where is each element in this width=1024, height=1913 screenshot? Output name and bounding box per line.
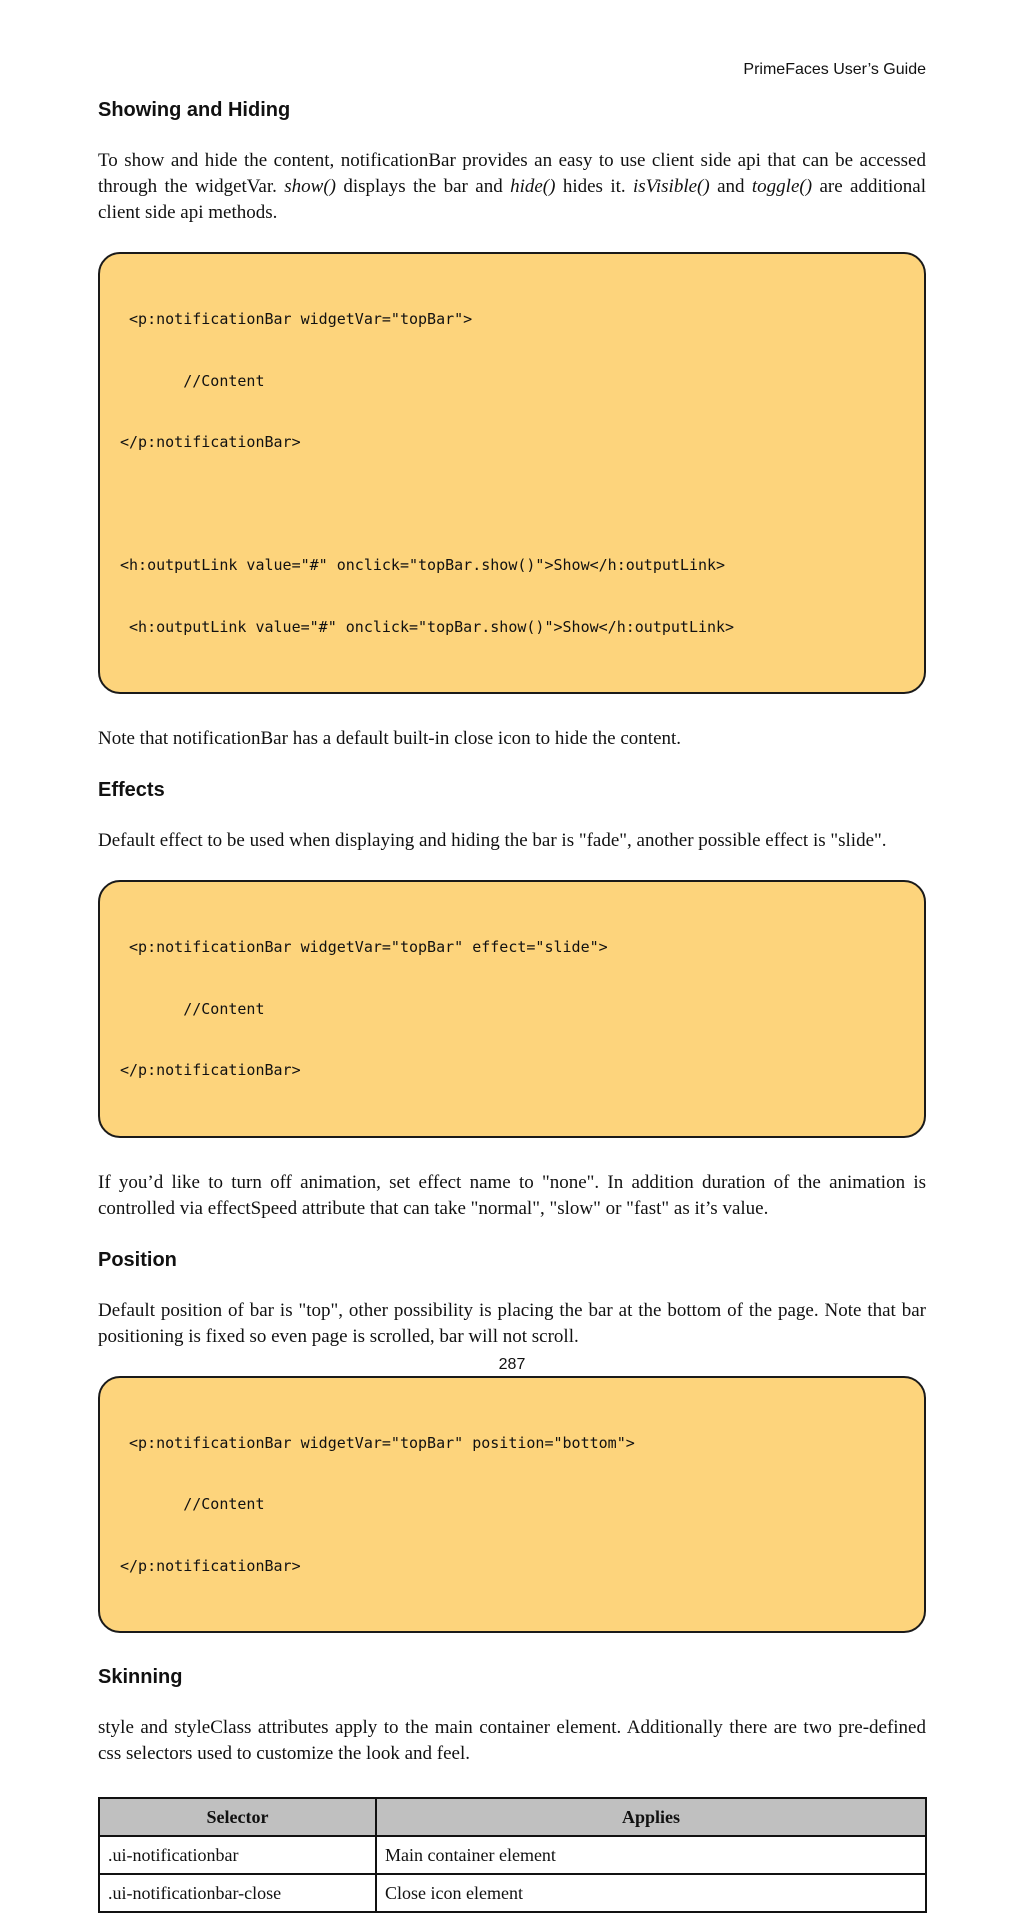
section-title-effects: Effects <box>98 779 165 801</box>
code-line: <h:outputLink value="#" onclick="topBar.show()">Show</h:outputLink> <box>120 617 735 636</box>
code-line: </p:notificationBar> <box>120 1061 301 1079</box>
code-block-showing <box>98 252 926 694</box>
section-title-showing: Showing and Hiding <box>98 99 291 121</box>
code-line: <p:notificationBar widgetVar="topBar" position="bottom"> <box>120 1433 635 1452</box>
section-title-skinning: Skinning <box>98 1666 183 1688</box>
page-content <box>98 96 926 1913</box>
table-header-row <box>99 1798 926 1836</box>
code-line: </p:notificationBar> <box>120 433 301 451</box>
code-line: //Content <box>120 1495 265 1513</box>
table-cell-applies: Main container element <box>376 1836 926 1874</box>
table-cell-applies: Close icon element <box>376 1874 926 1912</box>
table-row <box>99 1836 926 1874</box>
code-line: //Content <box>120 999 265 1018</box>
selector-table <box>98 1797 927 1913</box>
api-toggle: toggle() <box>751 176 813 197</box>
code-line: <h:outputLink value="#" onclick="topBar.show()">Show</h:outputLink> <box>120 556 726 574</box>
table-row <box>99 1874 926 1912</box>
page-header-title: PrimeFaces User’s Guide <box>743 61 926 78</box>
code-line: <p:notificationBar widgetVar="topBar"> <box>120 310 473 328</box>
code-line: <p:notificationBar widgetVar="topBar" effect="slide"> <box>120 938 608 956</box>
table-cell-selector: .ui-notificationbar-close <box>99 1874 376 1912</box>
skinning-paragraph: style and styleClass attributes apply to the main container element. Additionally there are two pre-defined css selectors used to customize the look and feel. <box>98 1717 926 1764</box>
column-header-applies: Applies <box>376 1798 926 1836</box>
section-title-position: Position <box>98 1248 177 1271</box>
api-isvisible: isVisible() <box>633 176 710 197</box>
code-line: </p:notificationBar> <box>120 1556 301 1575</box>
code-line: //Content <box>120 371 265 390</box>
showing-paragraph: To show and hide the content, notificationBar provides an easy to use client side api that can be accessed through the widgetVar. show() displays the bar and hide() hides it. isVisible() and toggle() are additional client side api methods. <box>98 150 926 223</box>
code-block-position <box>98 1376 926 1634</box>
api-hide: hide() <box>510 176 556 197</box>
code-block-effects <box>98 880 926 1138</box>
column-header-selector: Selector <box>99 1798 376 1836</box>
code-line <box>120 494 904 515</box>
effects-paragraph: Default effect to be used when displaying and hiding the bar is "fade", another possible effect is "slide". <box>98 830 887 851</box>
position-paragraph: Default position of bar is "top", other possibility is placing the bar at the bottom of the page. Note that bar positioning is fixed so even page is scrolled, bar will not scroll. <box>98 1299 926 1347</box>
showing-note: Note that notificationBar has a default built-in close icon to hide the content. <box>98 728 682 749</box>
page-number: 287 <box>498 1356 526 1373</box>
effects-paragraph-2: If you’d like to turn off animation, set effect name to "none". In addition duration of the animation is controlled via effectSpeed attribute that can take "normal", "slow" or "fast" as it’s value. <box>98 1171 926 1219</box>
api-show: show() <box>284 176 336 197</box>
table-cell-selector: .ui-notificationbar <box>99 1836 376 1874</box>
